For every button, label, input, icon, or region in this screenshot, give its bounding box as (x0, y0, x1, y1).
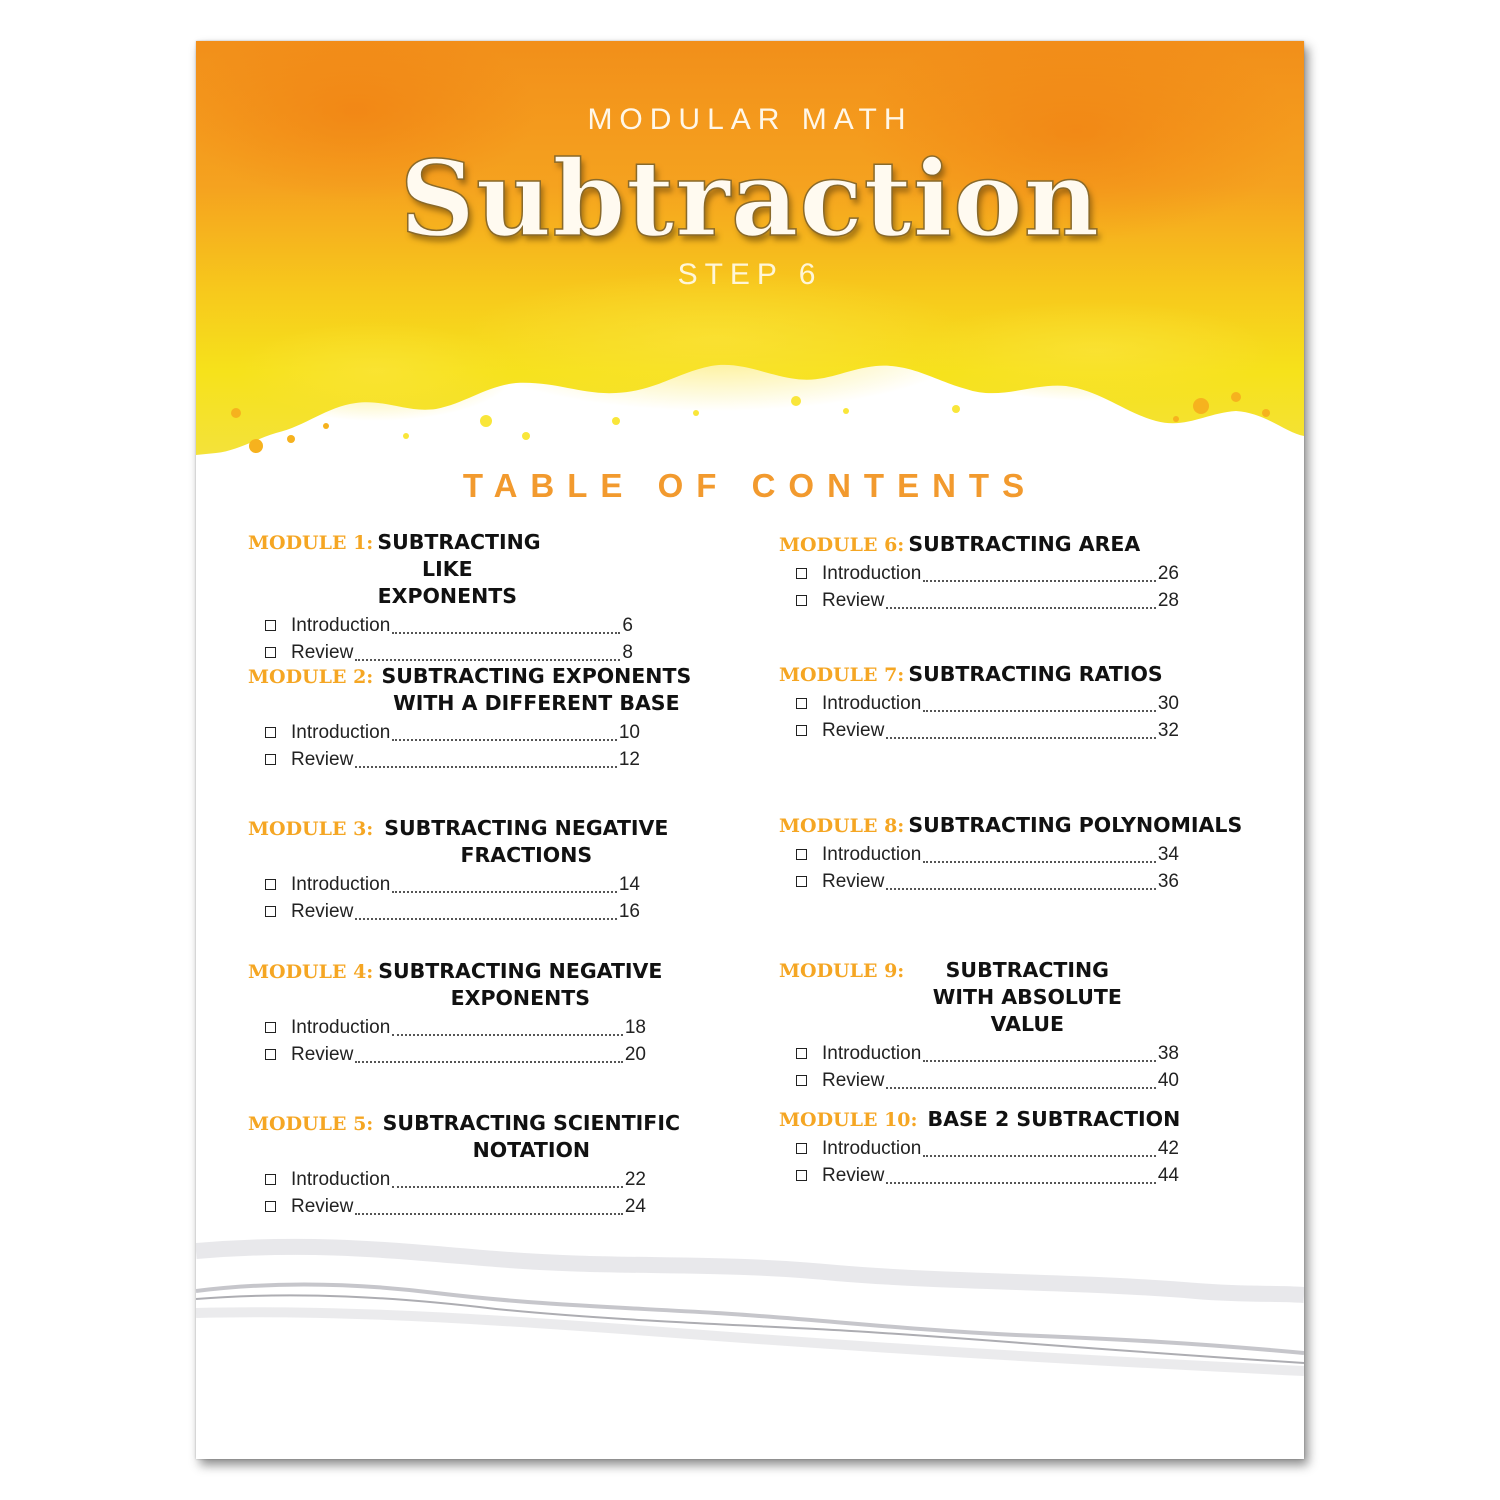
checkbox[interactable] (265, 620, 276, 631)
checkbox[interactable] (796, 725, 807, 736)
page-title: Subtraction (399, 137, 1101, 260)
checkbox[interactable] (796, 595, 807, 606)
dot-leader (355, 658, 620, 661)
dot-leader (392, 890, 617, 893)
dot-leader (923, 1154, 1156, 1157)
entry-label: Introduction (822, 692, 922, 714)
toc-entry[interactable] (265, 1014, 646, 1041)
page-number: 34 (1157, 843, 1179, 865)
entry-label: Introduction (291, 1016, 391, 1038)
module-title: SUBTRACTING WITH ABSOLUTE VALUE (932, 958, 1122, 1036)
checkbox[interactable] (265, 1201, 276, 1212)
torn-paper-edge (196, 1221, 1304, 1421)
toc-entry[interactable] (796, 1040, 1179, 1067)
entry-label: Introduction (822, 843, 922, 865)
dot-leader (886, 606, 1156, 609)
entry-label: Review (291, 641, 354, 663)
toc-entry[interactable] (796, 690, 1179, 717)
page-number: 26 (1157, 562, 1179, 584)
toc-entry[interactable] (265, 612, 633, 639)
page-number: 12 (618, 748, 640, 770)
module-5 (248, 1110, 718, 1220)
page-number: 30 (1157, 692, 1179, 714)
module-4 (248, 958, 718, 1068)
page-number: 40 (1157, 1069, 1179, 1091)
entry-label: Review (822, 1164, 885, 1186)
entry-label: Introduction (822, 1137, 922, 1159)
entry-label: Introduction (291, 721, 391, 743)
dot-leader (886, 1181, 1156, 1184)
dot-leader (355, 1060, 623, 1063)
toc-entry[interactable] (265, 871, 640, 898)
dot-leader (355, 917, 617, 920)
checkbox[interactable] (265, 754, 276, 765)
page-number: 6 (622, 614, 633, 636)
series-name: MODULAR MATH (587, 103, 913, 136)
checkbox[interactable] (265, 1022, 276, 1033)
toc-heading: TABLE OF CONTENTS (462, 467, 1038, 504)
module-title: SUBTRACTING LIKE EXPONENTS (377, 530, 541, 608)
checkbox[interactable] (265, 906, 276, 917)
dot-leader (355, 1212, 623, 1215)
page-number: 20 (624, 1043, 646, 1065)
toc-entry[interactable] (796, 717, 1179, 744)
module-title: BASE 2 SUBTRACTION (927, 1107, 1181, 1131)
module-number: MODULE 8: (779, 815, 905, 837)
dot-leader (392, 1185, 623, 1188)
entry-label: Introduction (291, 614, 391, 636)
toc-entry[interactable] (265, 639, 633, 666)
entry-label: Review (822, 589, 885, 611)
toc-entry[interactable] (265, 746, 640, 773)
page-number: 22 (624, 1168, 646, 1190)
dot-leader (392, 631, 620, 634)
module-7 (779, 661, 1259, 744)
module-number: MODULE 7: (779, 664, 905, 686)
toc-entry[interactable] (265, 1166, 646, 1193)
page-number: 18 (624, 1016, 646, 1038)
dot-leader (392, 738, 617, 741)
checkbox[interactable] (265, 727, 276, 738)
page-number: 24 (624, 1195, 646, 1217)
module-title: SUBTRACTING POLYNOMIALS (908, 813, 1243, 837)
toc-entry[interactable] (796, 1067, 1179, 1094)
checkbox[interactable] (796, 1048, 807, 1059)
dot-leader (923, 579, 1156, 582)
module-number: MODULE 9: (779, 960, 905, 982)
dot-leader (392, 1033, 623, 1036)
module-number: MODULE 3: (248, 818, 374, 840)
page-number: 10 (618, 721, 640, 743)
checkbox[interactable] (796, 1143, 807, 1154)
module-number: MODULE 5: (248, 1113, 374, 1135)
module-8 (779, 812, 1259, 895)
checkbox[interactable] (796, 1170, 807, 1181)
page-number: 28 (1157, 589, 1179, 611)
module-number: MODULE 10: (779, 1109, 918, 1131)
checkbox[interactable] (796, 849, 807, 860)
page-number: 32 (1157, 719, 1179, 741)
dot-leader (886, 736, 1156, 739)
module-title: SUBTRACTING RATIOS (908, 662, 1163, 686)
entry-label: Introduction (291, 873, 391, 895)
page-number: 44 (1157, 1164, 1179, 1186)
toc-entry[interactable] (796, 841, 1179, 868)
checkbox[interactable] (796, 568, 807, 579)
module-1 (248, 529, 633, 666)
dot-leader (886, 1086, 1156, 1089)
module-title: SUBTRACTING AREA (908, 532, 1141, 556)
toc-entry[interactable] (796, 1162, 1179, 1189)
page-number: 14 (618, 873, 640, 895)
module-6 (779, 531, 1259, 614)
dot-leader (355, 765, 617, 768)
module-title: SUBTRACTING NEGATIVE FRACTIONS (384, 816, 669, 867)
entry-label: Introduction (822, 1042, 922, 1064)
entry-label: Review (822, 1069, 885, 1091)
module-10 (779, 1106, 1259, 1189)
checkbox[interactable] (796, 876, 807, 887)
module-number: MODULE 6: (779, 534, 905, 556)
checkbox[interactable] (265, 879, 276, 890)
module-number: MODULE 1: (248, 532, 374, 554)
checkbox[interactable] (265, 647, 276, 658)
module-title: SUBTRACTING NEGATIVE EXPONENTS (378, 959, 663, 1010)
toc-entry[interactable] (796, 868, 1179, 895)
entry-label: Introduction (291, 1168, 391, 1190)
toc-entry[interactable] (796, 560, 1179, 587)
module-2 (248, 663, 718, 773)
page-number: 42 (1157, 1137, 1179, 1159)
toc-entry[interactable] (796, 1135, 1179, 1162)
step-label: STEP 6 (677, 258, 823, 291)
page-number: 38 (1157, 1042, 1179, 1064)
toc-entry[interactable] (265, 1193, 646, 1220)
module-title: SUBTRACTING SCIENTIFIC NOTATION (382, 1111, 680, 1162)
entry-label: Review (291, 1195, 354, 1217)
entry-label: Review (822, 719, 885, 741)
module-number: MODULE 2: (248, 666, 374, 688)
page-number: 36 (1157, 870, 1179, 892)
dot-leader (886, 887, 1156, 890)
dot-leader (923, 1059, 1156, 1062)
entry-label: Review (291, 900, 354, 922)
dot-leader (923, 860, 1156, 863)
dot-leader (923, 709, 1156, 712)
checkbox[interactable] (265, 1049, 276, 1060)
checkbox[interactable] (796, 698, 807, 709)
entry-label: Review (291, 1043, 354, 1065)
module-number: MODULE 4: (248, 961, 374, 983)
module-9 (779, 957, 1259, 1094)
entry-label: Review (291, 748, 354, 770)
toc-entry[interactable] (796, 587, 1179, 614)
checkbox[interactable] (265, 1174, 276, 1185)
page-number: 16 (618, 900, 640, 922)
page-number: 8 (622, 641, 633, 663)
module-title: SUBTRACTING EXPONENTS WITH A DIFFERENT BASE (381, 664, 692, 715)
entry-label: Introduction (822, 562, 922, 584)
toc-entry[interactable] (265, 719, 640, 746)
worksheet-page (196, 41, 1304, 1459)
checkbox[interactable] (796, 1075, 807, 1086)
module-3 (248, 815, 718, 925)
toc-entry[interactable] (265, 1041, 646, 1068)
entry-label: Review (822, 870, 885, 892)
toc-entry[interactable] (265, 898, 640, 925)
